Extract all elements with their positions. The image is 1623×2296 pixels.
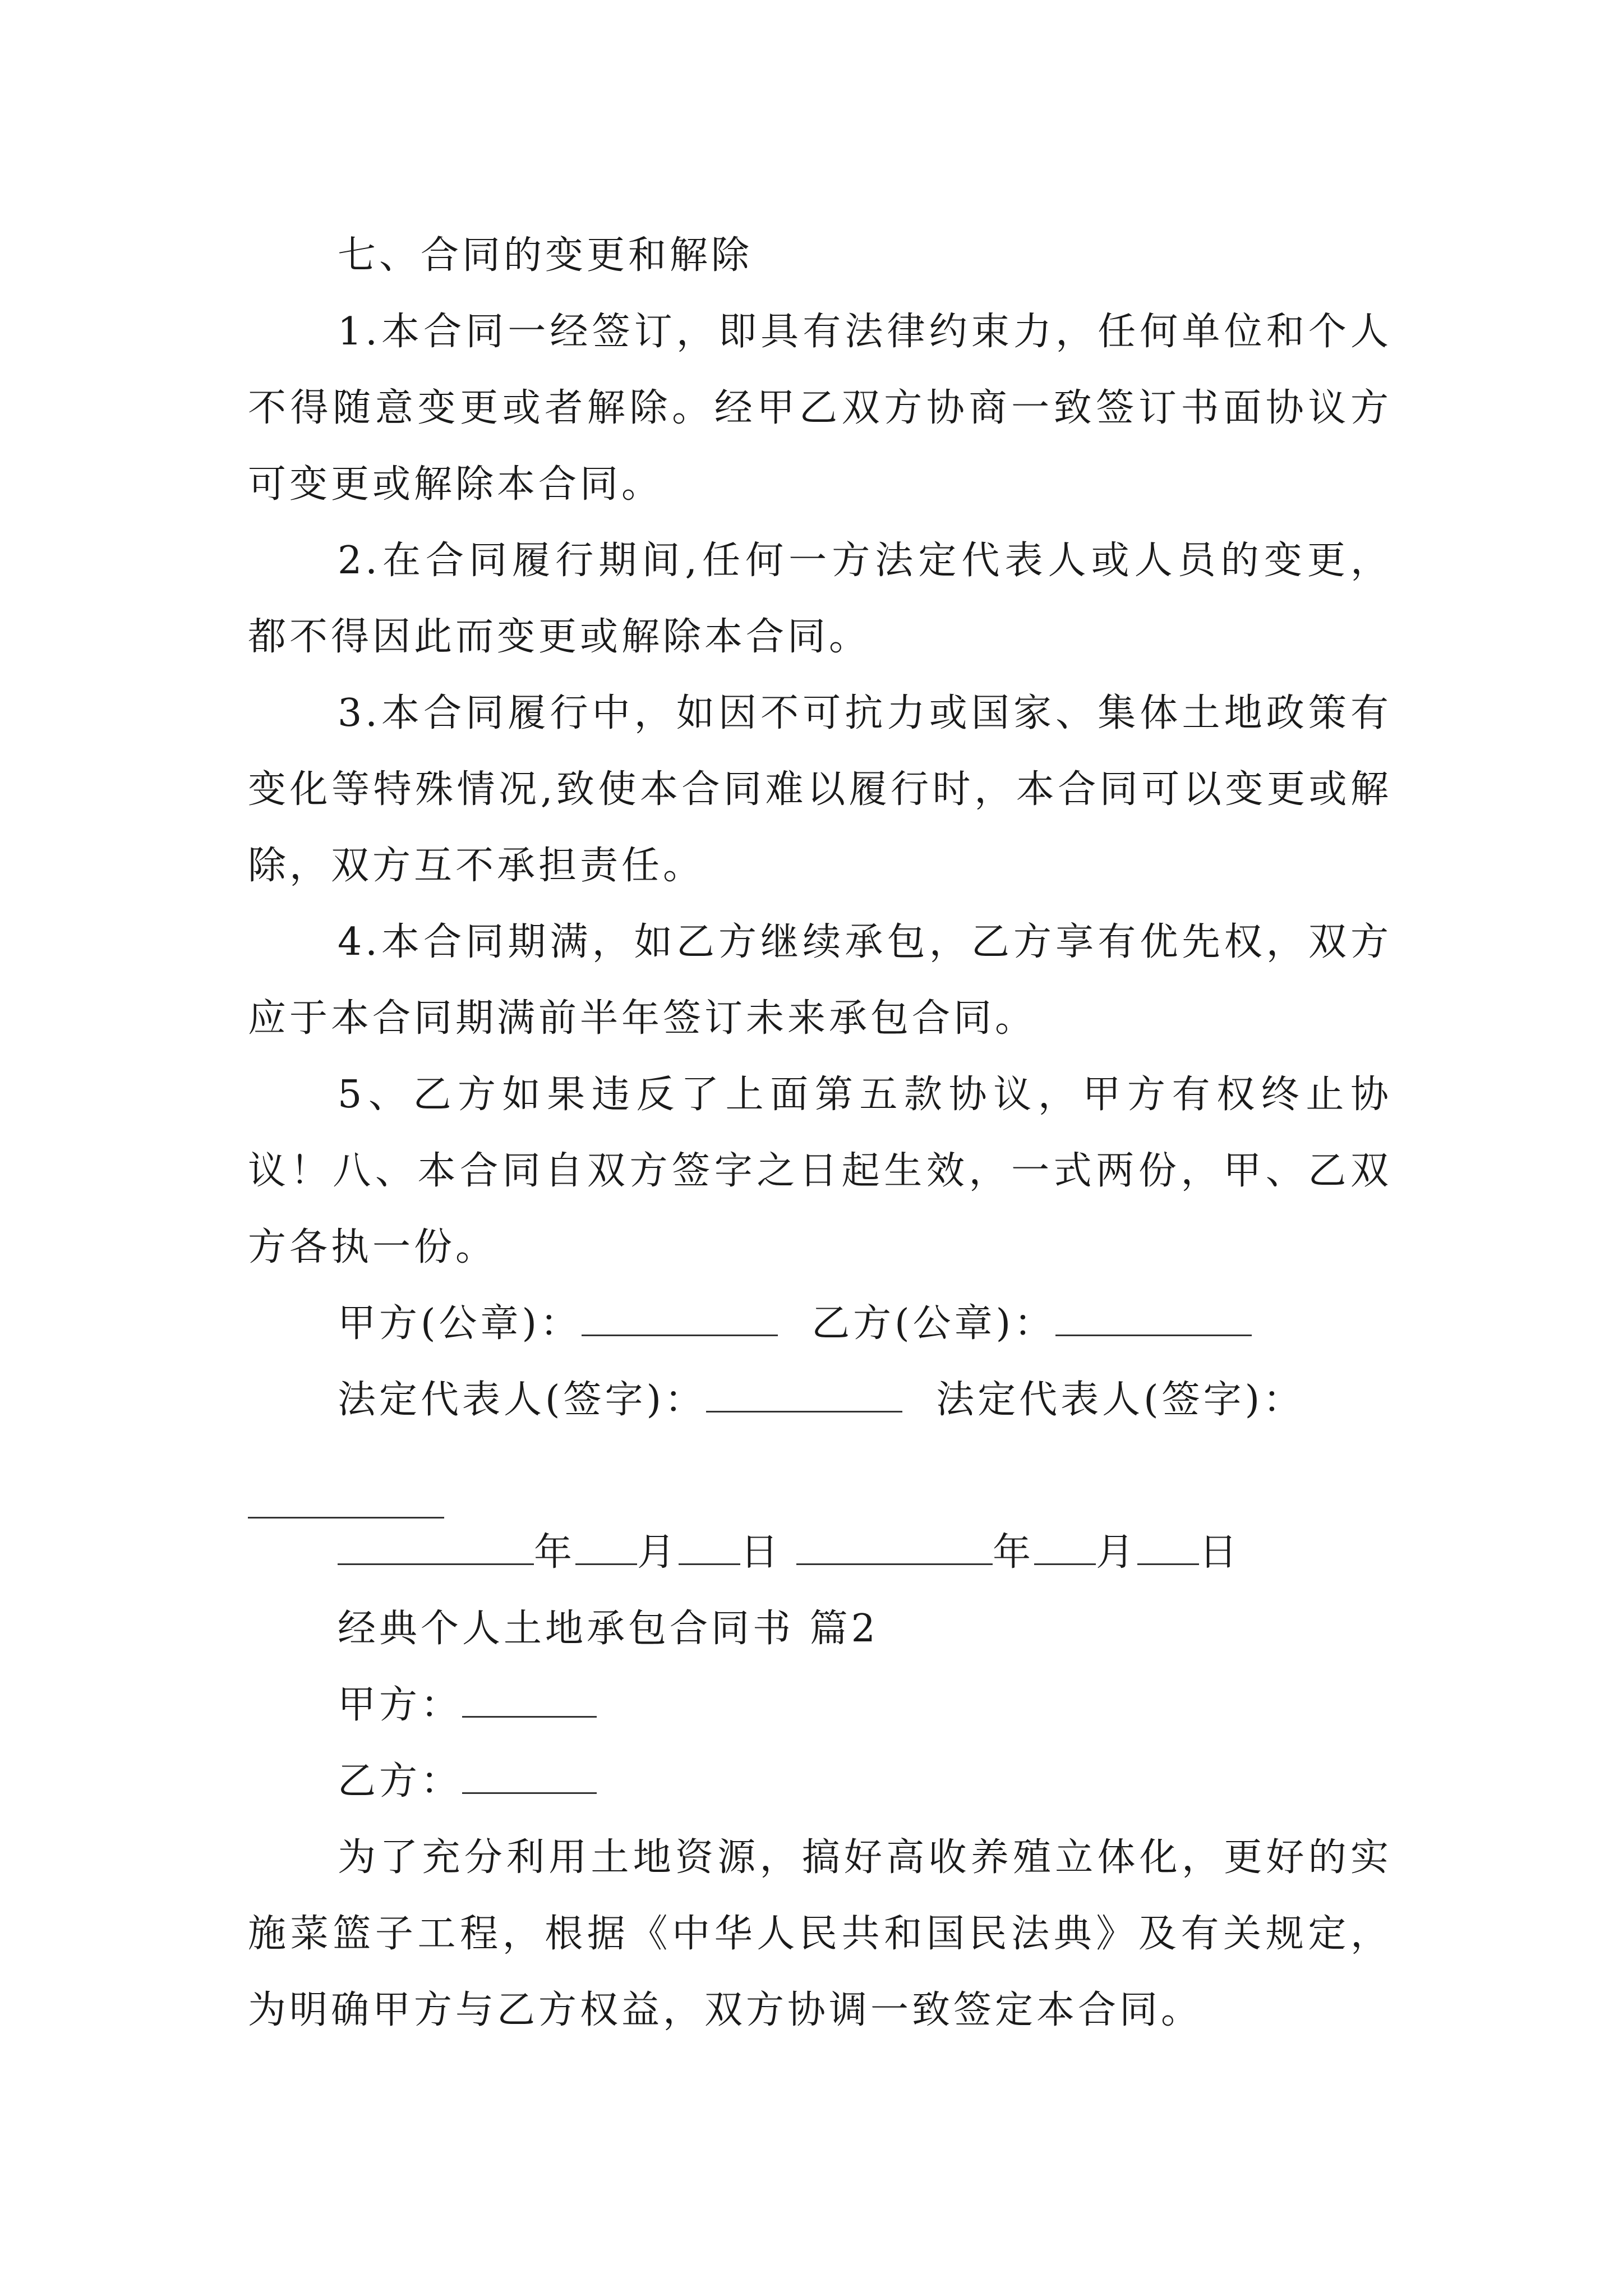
date-b-day-blank — [1137, 1532, 1199, 1565]
date-b-month-blank — [1034, 1532, 1096, 1565]
date-b-day: 日 — [1199, 1530, 1241, 1575]
second-contract-title: 经典个人土地承包合同书 篇2 — [338, 1607, 879, 1651]
date-b-month: 月 — [1096, 1530, 1138, 1575]
party-a-line — [248, 1667, 1392, 1743]
party-a-label: 甲方： — [338, 1683, 463, 1727]
clause-5: 5、乙方如果违反了上面第五款协议，甲方有权终止协议！八、本合同自双方签字之日起生效，一式两份，甲、乙双方各执一份。 — [248, 1073, 1392, 1269]
date-a-day: 日 — [740, 1530, 782, 1575]
clause-1: 1.本合同一经签订，即具有法律约束力，任何单位和个人不得随意变更或者解除。经甲乙双方协商一致签订书面协议方可变更或解除本合同。 — [248, 310, 1392, 507]
clause-4: 4.本合同期满，如乙方继续承包，乙方享有优先权，双方应于本合同期满前半年签订未来承包合同。 — [248, 920, 1392, 1041]
date-b-year-blank — [796, 1532, 993, 1565]
party-b-blank — [462, 1761, 597, 1794]
party-a-seal-blank — [582, 1303, 778, 1336]
date-a-year-blank — [338, 1532, 534, 1565]
date-a-year: 年 — [534, 1530, 576, 1575]
rep-a-label: 法定代表人(签字)： — [338, 1378, 707, 1422]
party-b-label: 乙方： — [338, 1759, 463, 1803]
seal-line — [248, 1286, 1392, 1362]
party-b-seal-blank — [1055, 1303, 1252, 1336]
party-a-blank — [462, 1685, 597, 1718]
date-a-day-blank — [679, 1532, 740, 1565]
date-b-year: 年 — [993, 1530, 1035, 1575]
clause-3: 3.本合同履行中，如因不可抗力或国家、集体土地政策有变化等特殊情况,致使本合同难以履行时，本合同可以变更或解除，双方互不承担责任。 — [248, 691, 1392, 888]
rep-b-blank-line — [248, 1438, 1392, 1515]
rep-a-blank — [706, 1379, 902, 1412]
clause-2: 2.在合同履行期间,任何一方法定代表人或人员的变更，都不得因此而变更或解除本合同。 — [248, 539, 1392, 659]
rep-b-blank — [248, 1485, 444, 1519]
party-a-seal-label: 甲方(公章)： — [338, 1301, 582, 1346]
date-a-month-blank — [575, 1532, 637, 1565]
date-line — [248, 1515, 1392, 1591]
party-b-seal-label: 乙方(公章)： — [811, 1301, 1056, 1346]
representative-line — [248, 1362, 1392, 1438]
party-b-line — [248, 1743, 1392, 1820]
document-body — [248, 218, 1392, 2049]
section-heading: 七、合同的变更和解除 — [338, 233, 753, 278]
preamble: 为了充分利用土地资源，搞好高收养殖立体化，更好的实施菜篮子工程，根据《中华人民共和国民法典》及有关规定，为明确甲方与乙方权益，双方协调一致签定本合同。 — [248, 1835, 1392, 2032]
date-a-month: 月 — [637, 1530, 679, 1575]
rep-b-label: 法定代表人(签字)： — [936, 1378, 1305, 1422]
